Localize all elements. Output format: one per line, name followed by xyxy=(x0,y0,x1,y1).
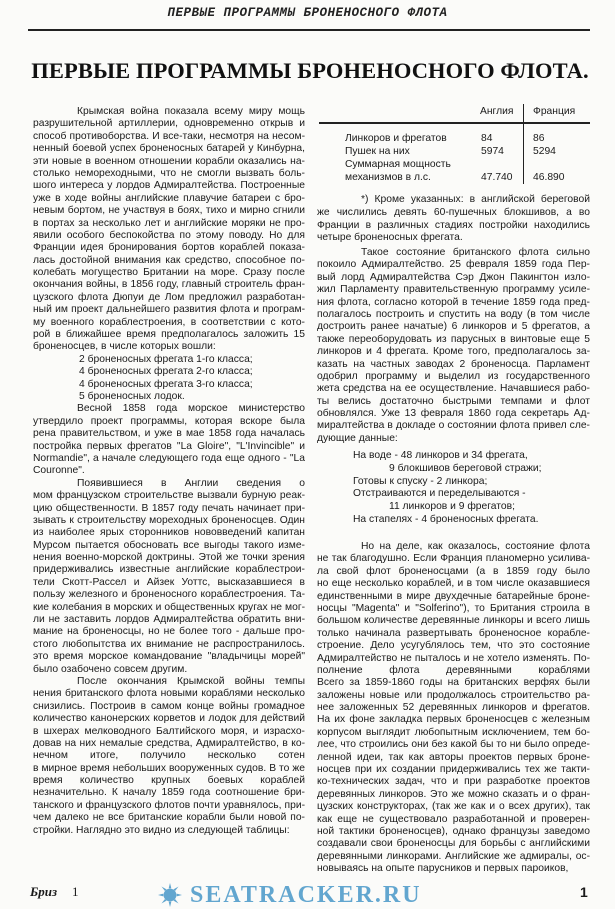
issue-number: 1 xyxy=(72,884,79,899)
text-line: же числились девять 60-пушечных блокшивов, а во xyxy=(317,206,590,218)
text-line: покоило Адмиралтейство. 25 февраля 1859 года Пер- xyxy=(317,259,590,271)
text-line: незначительно. К началу 1859 года соотношение бри- xyxy=(33,787,305,799)
list-item: 9 блокшивов береговой стражи; xyxy=(389,462,542,474)
text-line: чем далеко не все британские корабли были новой по- xyxy=(33,812,305,824)
table-divider xyxy=(523,104,524,184)
list-item: Отстраиваются и переделываются - xyxy=(353,488,526,500)
list-item: 5 броненосных лодок. xyxy=(79,390,185,402)
text-line: Появившиеся в Англии сведения о xyxy=(77,477,305,489)
table-row-label: Пушек на них xyxy=(345,146,410,157)
text-line: ненный боевой успех броненосных батарей у Кинбурна, xyxy=(33,143,305,155)
text-line: Адмиралтейство не пыталось и не хотело изменять. По- xyxy=(317,652,590,664)
text-line: корпусом выглядит любопытным исключением, тем бо- xyxy=(317,726,590,738)
text-line: одобрил программу и выделил из государственного xyxy=(317,370,590,382)
watermark: SEATRACKER.RU xyxy=(190,882,422,908)
text-line: придерживались известные английские кораблестрои- xyxy=(33,564,305,576)
list-item: 4 броненосных фрегата 3-го класса; xyxy=(79,378,253,390)
fleet-status-list xyxy=(317,450,590,527)
text-line: из наиболее ярых сторонников нововведений капитан xyxy=(33,527,305,539)
text-line: как еще не существовало разработанной и проверен- xyxy=(317,813,590,825)
text-line: рой в ближайшее время предполагалось заложить 15 xyxy=(33,329,305,341)
text-line: цузских конструкторах, (так же как и о всех других), так xyxy=(317,801,590,813)
text-line: строение. Дело усугублялось тем, что это состояние xyxy=(317,640,590,652)
text-line: создавали свои броненосцы для борьбы с английскими xyxy=(317,838,590,850)
text-line: ла свой флот броненосцами (а в 1859 году было xyxy=(317,565,590,577)
text-line: невым бортом, не участвуя в боях, тихо и мирно сгнили xyxy=(33,205,305,217)
text-line: окончания войны, в 1856 году, главный строитель фран- xyxy=(33,279,305,291)
text-line: не так благодушно. Если Франция планомерно усилива- xyxy=(317,553,590,565)
text-line: броненосцев, в числе которых вошли: xyxy=(33,341,216,353)
text-line: нее заложенных 52 деревянных линкоров и фрегатов. xyxy=(317,702,590,714)
article-title: ПЕРВЫЕ ПРОГРАММЫ БРОНЕНОСНОГО ФЛОТА. xyxy=(31,58,589,83)
text-line: ты велись достаточно быстрыми темпами и флот xyxy=(317,395,590,407)
sun-logo-icon xyxy=(158,883,182,907)
text-line: снизились. Построив в самом конце войны громадное xyxy=(33,700,305,712)
text-line: в шхерах мелководного Балтийского моря, и израсхо- xyxy=(33,725,305,737)
table-row-label: механизмов в л.с. xyxy=(345,172,431,183)
text-line: ко-технических задач, что и при разработке проектов xyxy=(317,776,590,788)
text-line: ленной идеи, так как авторы проектов первых броне- xyxy=(317,751,590,763)
text-line: обновлялся. Уже 13 февраля 1860 года секретарь Ад- xyxy=(317,408,590,420)
text-line: полнение флота деревянными кораблями xyxy=(317,664,590,676)
text-line: утвердило проект программы, которая вскоре была xyxy=(33,415,305,427)
text-line: Всего за 1859-1860 годы на британских верфях были xyxy=(317,677,590,689)
text-line: миралтейства в докладе о состоянии флота привел сле- xyxy=(317,420,590,432)
text-line: это время морское командование "владычицы морей" xyxy=(33,651,305,663)
text-line: время количество крупных боевых кораблей xyxy=(33,775,305,787)
text-line: было озабочено совсем другим. xyxy=(33,663,188,675)
text-line: эти новые в военном отношении корабли оказались на- xyxy=(33,155,305,167)
text-line: Couronne". xyxy=(33,465,85,477)
text-line: стого любопытства их внимание не распространилось. xyxy=(33,638,305,650)
text-line: ли не заставить лордов Адмиралтейства обратить вни- xyxy=(33,614,305,626)
text-line: колебать могущество Британии на море. Сразу после xyxy=(33,267,305,279)
text-line: После окончания Крымской войны темпы xyxy=(77,675,305,687)
text-line: но еще несколько кораблей, и в том числе оказавшиеся xyxy=(317,578,590,590)
text-line: четыре броненосных фрегата. xyxy=(317,232,463,244)
text-line: линкоров и 4 фрегата. Кроме того, предполагалось за- xyxy=(317,346,590,358)
text-line: пользу железного и броненосного кораблестроения. Та- xyxy=(33,589,305,601)
text-line: На их фоне закладка первых броненосцев с железным xyxy=(317,714,590,726)
text-line: шого интереса у лордов Адмиралтейства. Построенные xyxy=(33,180,305,192)
list-item: 2 броненосных фрегата 1-го класса; xyxy=(79,353,253,365)
text-line: кие колебания в морских и общественных кругах не мог- xyxy=(33,601,305,613)
text-line: рена правительством, и уже в мае 1858 года началась xyxy=(33,428,305,440)
text-line: деревянных линкоров. Это же можно сказать и о фран- xyxy=(317,788,590,800)
table-cell: 86 xyxy=(533,133,545,144)
text-line: достроить ранее начатые) 6 линкоров и 5 фрегатов, а xyxy=(317,321,590,333)
text-line: Мурсом пытается обосновать все выгоды такого изме- xyxy=(33,539,305,551)
text-line: мом французском строительстве вызвали бурную реак- xyxy=(33,490,305,502)
text-line: зывать к строительству мореходных броненосцев. Один xyxy=(33,514,305,526)
running-head: ПЕРВЫЕ ПРОГРАММЫ БРОНЕНОСНОГО ФЛОТА xyxy=(167,6,448,20)
text-line: танского и французского флотов почти уравнялось, при- xyxy=(33,799,305,811)
text-line: ной тактики броненосцев), однако французы заведомо xyxy=(317,825,590,837)
list-item: Готовы к спуску - 2 линкора; xyxy=(353,475,488,487)
text-line: Крымская война показала всему миру мощь xyxy=(77,106,305,117)
text-line: деревянными линкорами. Английские же адмиралы, ос- xyxy=(317,850,590,862)
table-cell: 84 xyxy=(481,133,493,144)
text-line: нечном итоге, получило несколько сотен xyxy=(33,750,305,762)
table-header-england: Англия xyxy=(480,106,514,117)
text-line: жета средства на ее осуществление. Начавшиеся рабо- xyxy=(317,383,590,395)
text-line: цузского флота Дюпуи де Лом предложил разработан- xyxy=(33,291,305,303)
text-line: *) Кроме указанных: в английской береговой xyxy=(361,194,590,205)
text-line: дующие данные: xyxy=(317,432,398,444)
text-line: носцев при их создании придерживались тех же такти- xyxy=(317,764,590,776)
text-line: явили особого беспокойства по этому поводу. Но для xyxy=(33,229,305,241)
text-line: единственными в мире двухдечные батарейные броне- xyxy=(317,590,590,602)
text-line: ния флота, согласно которой в течение 1859 года пред- xyxy=(317,296,590,308)
text-line: количество канонерских корветов и лодок для действий xyxy=(33,713,305,725)
text-line: новываясь на опыте парусников и первых пароиков, xyxy=(317,863,569,875)
list-item: 11 линкоров и 9 фрегатов; xyxy=(389,501,515,513)
text-line: мание на броненосцы, но не более того - дальше про- xyxy=(33,626,305,638)
text-line: Normandie", а начале следующего года еще одного - "La xyxy=(33,452,305,464)
text-line: му военного кораблестроения, в соответствии с кото- xyxy=(33,316,305,328)
text-line: стройки. Наглядно это видно из следующей таблицы: xyxy=(33,824,290,836)
list-item: На воде - 48 линкоров и 34 фрегата, xyxy=(353,450,528,461)
text-line: способ противоборства. И все-таки, несмотря на несом- xyxy=(33,130,305,142)
table-cell: 47.740 xyxy=(481,172,513,183)
table-cell: 5974 xyxy=(481,146,504,157)
right-paragraph xyxy=(317,247,590,445)
text-line: Франции идея бронирования бортов кораблей показа- xyxy=(33,242,305,254)
list-item: 4 броненосных фрегата 2-го класса; xyxy=(79,366,253,378)
magazine-brand: Бриз xyxy=(30,884,58,899)
page-number: 1 xyxy=(580,884,588,900)
text-line: тели Скотт-Рассел и Айзек Уоттс, высказавшиеся в xyxy=(33,576,305,588)
text-line: большом количестве деревянные линкоры и всего лишь xyxy=(317,615,590,627)
text-line: нения британского флота новыми кораблями несколько xyxy=(33,688,305,700)
table-header-france: Франция xyxy=(533,106,576,117)
text-line: вый лорд Адмиралтейства Сэр Джон Пакингтон изло- xyxy=(317,271,590,283)
table-row-label: Линкоров и фрегатов xyxy=(345,133,447,144)
text-line: также переоборудовать из парусных в винтовые еще 5 xyxy=(317,333,590,345)
table-cell: 5294 xyxy=(533,146,556,157)
fleet-comparison-table xyxy=(317,104,590,186)
table-row-label: Суммарная мощность xyxy=(345,159,451,170)
text-line: только начинала развертывать броненосное корабле- xyxy=(317,627,590,639)
table-cell: 46.890 xyxy=(533,172,565,183)
text-line: полагалось построить и спустить на воду (в том числе xyxy=(317,308,590,320)
left-column xyxy=(33,106,305,837)
table-footnote xyxy=(317,194,590,245)
text-line: разрушительной артиллерии, одновременно открыв и xyxy=(33,118,305,130)
text-line: носцы "Magenta" и "Solferino"), то Британия строила в xyxy=(317,602,590,614)
text-line: заложены новые или продолжалось строительство ра- xyxy=(317,689,590,701)
text-line: казать на частных заводах 2 броненосца. Парламент xyxy=(317,358,590,370)
text-line: в портах за несколько лет и английские моряки не про- xyxy=(33,217,305,229)
text-line: Такое состояние британского флота сильно xyxy=(361,247,590,258)
text-line: уже в ходе войны английские плавучие батареи с бро- xyxy=(33,192,305,204)
text-line: постройка первых фрегатов "La Gloire", "L'Invincible" и xyxy=(33,440,305,452)
text-line: ный им проект дальнейшего развития флота и програм- xyxy=(33,304,305,316)
text-line: столько немореходными, что не смогли вызвать боль- xyxy=(33,167,305,179)
text-line: в мирное время небольших вооруженных судов. В то же xyxy=(33,762,305,774)
text-line: Весной 1858 года морское министерство xyxy=(77,403,305,415)
text-line: жил Парламенту правительственную программу усиле- xyxy=(317,284,590,296)
text-line: нения военно-морской доктрины. Этой же точки зрения xyxy=(33,552,305,564)
text-line: Франции в различных стадиях постройки находились xyxy=(317,219,590,231)
text-line: лее, что строились они без какой бы то ни было опреде- xyxy=(317,739,590,751)
text-line: цию общественности. В 1857 году печать начинает при- xyxy=(33,502,305,514)
text-line: довав на них немалые средства, Адмиралтейство, в ко- xyxy=(33,737,305,749)
right-paragraph xyxy=(317,541,590,876)
list-item: На стапелях - 4 броненосных фрегата. xyxy=(353,513,539,525)
table-rule xyxy=(319,122,590,124)
text-line: Но на деле, как оказалось, состояние флота xyxy=(361,541,590,552)
text-line: лась достойной внимания как средство, способное по- xyxy=(33,254,305,266)
header-rule xyxy=(28,29,590,31)
